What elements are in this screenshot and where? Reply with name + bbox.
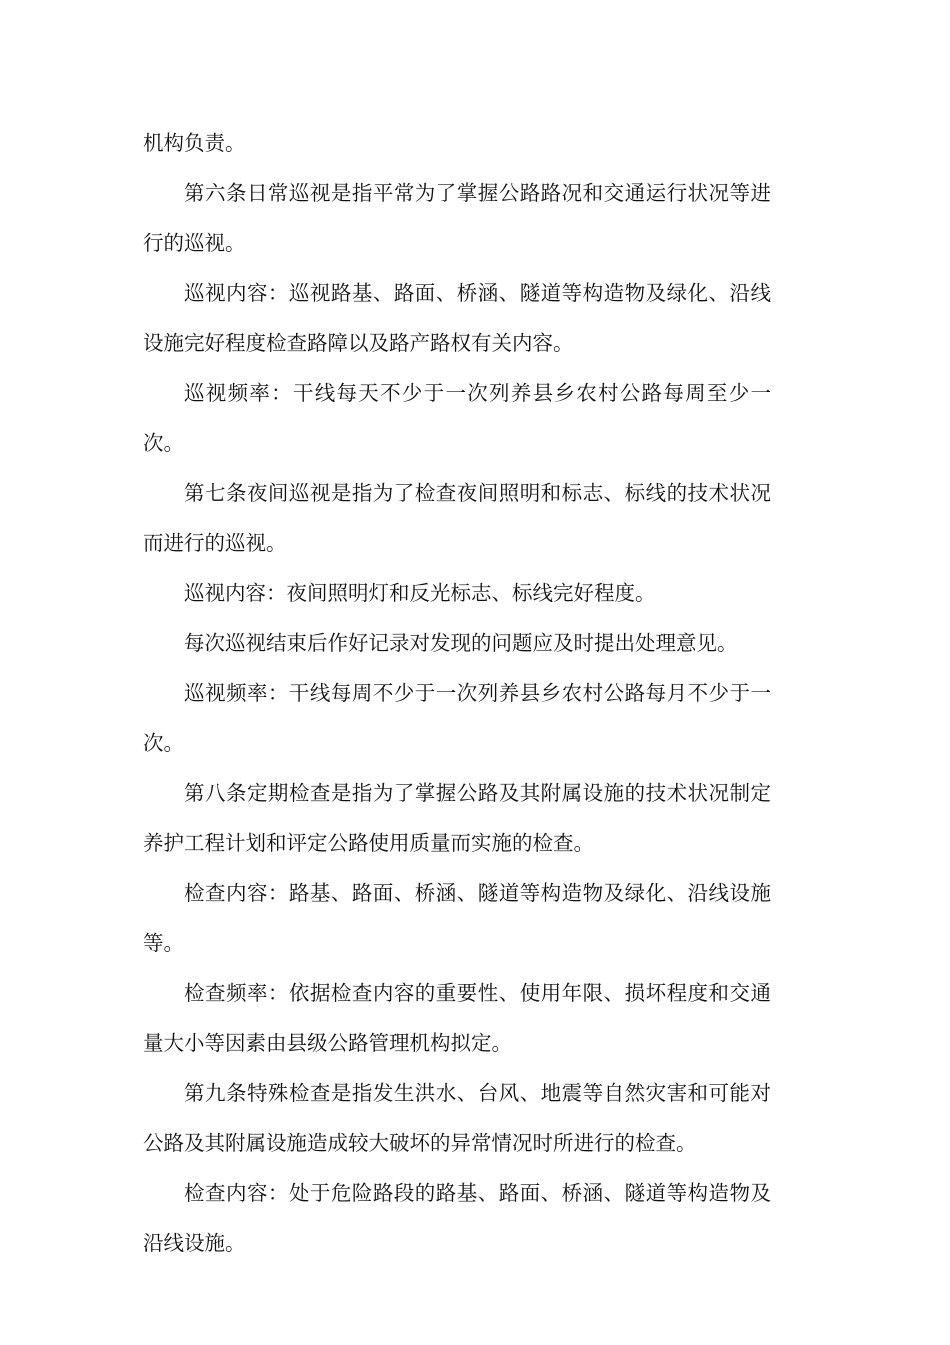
paragraph-continuation: 机构负责。 [143,131,246,155]
paragraph-article-6: 第六条日常巡视是指平常为了掌握公路路况和交通运行状况等进行的巡视。 [143,181,771,255]
paragraph-special-inspection-content: 检查内容：处于危险路段的路基、路面、桥涵、隧道等构造物及沿线设施。 [143,1181,771,1255]
paragraph-article-7: 第七条夜间巡视是指为了检查夜间照明和标志、标线的技术状况而进行的巡视。 [143,481,771,555]
paragraph-article-8: 第八条定期检查是指为了掌握公路及其附属设施的技术状况制定养护工程计划和评定公路使用质量而实施的检查。 [143,781,771,855]
document-body [143,118,771,1268]
paragraph-patrol-content: 巡视内容：巡视路基、路面、桥涵、隧道等构造物及绿化、沿线设施完好程度检查路障以及路产路权有关内容。 [143,281,771,355]
paragraph-night-patrol-content: 巡视内容：夜间照明灯和反光标志、标线完好程度。 [184,581,656,605]
paragraph-article-9: 第九条特殊检查是指发生洪水、台风、地震等自然灾害和可能对公路及其附属设施造成较大破坏的异常情况时所进行的检查。 [143,1081,771,1155]
paragraph-night-patrol-frequency: 巡视频率：干线每周不少于一次列养县乡农村公路每月不少于一次。 [143,681,771,755]
paragraph-patrol-frequency: 巡视频率：干线每天不少于一次列养县乡农村公路每周至少一次。 [143,381,771,455]
paragraph-inspection-frequency: 检查频率：依据检查内容的重要性、使用年限、损坏程度和交通量大小等因素由县级公路管理机构拟定。 [143,981,771,1055]
paragraph-patrol-record: 每次巡视结束后作好记录对发现的问题应及时提出处理意见。 [184,631,738,655]
paragraph-inspection-content: 检查内容：路基、路面、桥涵、隧道等构造物及绿化、沿线设施等。 [143,881,771,955]
